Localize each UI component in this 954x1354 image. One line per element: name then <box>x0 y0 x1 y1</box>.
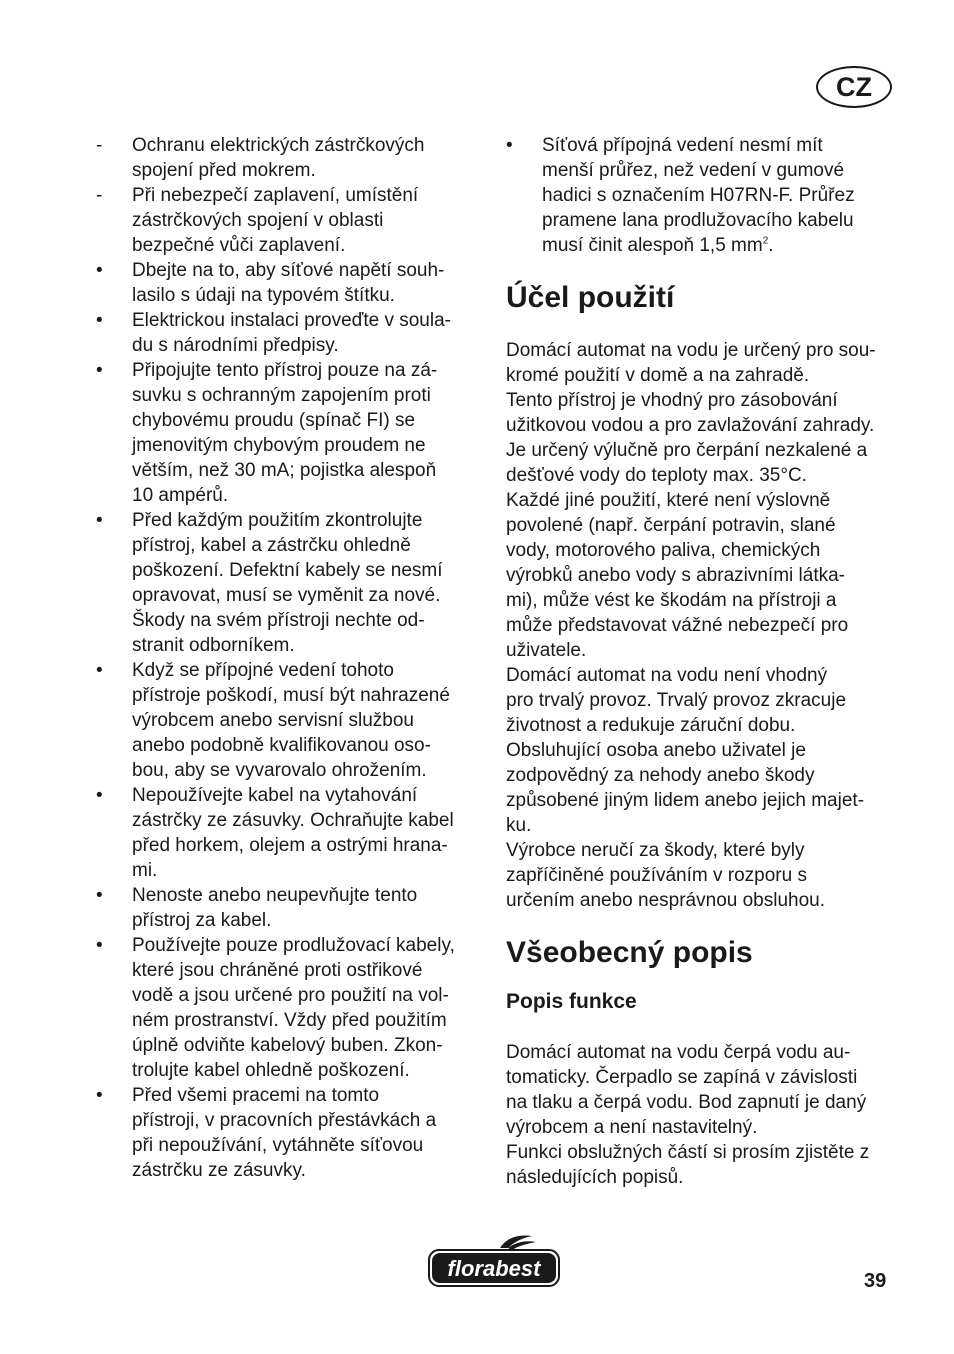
list-item <box>96 783 486 883</box>
list-item <box>96 883 486 933</box>
list-item-text: Elektrickou instalaci proveďte v soula- du s národními předpisy. <box>132 310 451 356</box>
subheading-function: Popis funkce <box>506 990 637 1013</box>
list-item <box>96 183 486 258</box>
list-item-text: Ochranu elektrických zástrčkových spojení před mokrem. <box>132 135 425 181</box>
list-item <box>506 133 896 258</box>
section-heading-description: Všeobecný popis <box>506 936 753 969</box>
page-number: 39 <box>864 1270 887 1292</box>
safety-list <box>96 133 486 1183</box>
bullet-mark: - <box>96 185 103 206</box>
list-item <box>96 1083 486 1183</box>
list-item <box>96 658 486 783</box>
function-paragraph: Domácí automat na vodu čerpá vodu au- tomaticky. Čerpadlo se zapíná v závislosti na tlaku a čerpá vodu. Bod zapnutí je daný výrobcem a není nastavitelný. Funkci obslužných částí si prosím zjistěte z následujících popisů. <box>506 1042 870 1188</box>
cable-requirement-list <box>506 133 896 258</box>
list-item <box>96 308 486 358</box>
sentence-end: . <box>768 235 774 256</box>
right-column <box>506 133 896 1190</box>
list-item <box>96 933 486 1083</box>
bullet-mark: • <box>96 310 103 331</box>
list-item-text: Před každým použitím zkontrolujte přístroj, kabel a zástrčku ohledně poškození. Defektní kabely se nesmí opravovat, musí se vyměnit za nové. Škody na svém přístroji nechte od- stranit odborníkem. <box>132 510 443 656</box>
list-item <box>96 358 486 508</box>
list-item-text: Při nebezpečí zaplavení, umístění zástrčkových spojení v oblasti bezpečné vůči zaplavení. <box>132 185 419 256</box>
bullet-mark: • <box>96 260 103 281</box>
florabest-logo <box>426 1234 562 1290</box>
logo-text: florabest <box>447 1256 541 1281</box>
purpose-paragraph: Domácí automat na vodu je určený pro sou- kromé použití v domě a na zahradě. Tento přístroj je vhodný pro zásobování užitkovou vodou a pro zavlažování zahrady. Je určený výlučně pro čerpání nezkalené a dešťové vody do teploty max. 35°C. Každé jiné použití, které není výslovně povolené (např. čerpání potravin, slané vody, motorového paliva, chemických výrobků anebo vody s abrazivními látka- mi), může vést ke škodám na přístroji a může představovat vážné nebezpečí pro uživatele. Domácí automat na vodu není vhodný pro trvalý provoz. Trvalý provoz zkracuje životnost a redukuje záruční dobu. Obsluhující osoba anebo uživatel je zodpovědný za nehody anebo škody způsobené jiným lidem anebo jejich majet- ku. Výrobce neručí za škody, které byly zapříčiněné používáním v rozporu s určením anebo nesprávnou obsluhou. <box>506 340 876 911</box>
bullet-mark: • <box>96 885 103 906</box>
section-heading-purpose: Účel použití <box>506 281 675 314</box>
list-item-text: Před všemi pracemi na tomto přístroji, v pracovních přestávkách a při nepoužívání, vytáhněte síťovou zástrčku ze zásuvky. <box>132 1085 437 1181</box>
list-item-text: Nenoste anebo neupevňujte tento přístroj za kabel. <box>132 885 418 931</box>
bullet-mark: • <box>96 785 103 806</box>
bullet-mark: • <box>96 360 103 381</box>
list-item-text: Nepoužívejte kabel na vytahování zástrčky ze zásuvky. Ochraňujte kabel před horkem, olejem a ostrými hrana- mi. <box>132 785 454 881</box>
list-item-text: Připojujte tento přístroj pouze na zá- suvku s ochranným zapojením proti chybovému proudu (spínač FI) se jmenovitým chybovým proudem ne větším, než 30 mA; pojistka alespoň 10 ampérů. <box>132 360 438 506</box>
bullet-mark: • <box>96 660 103 681</box>
bullet-mark: • <box>96 1085 103 1106</box>
bullet-mark: • <box>506 135 513 156</box>
language-badge: CZ <box>816 66 892 108</box>
bullet-mark: • <box>96 935 103 956</box>
bullet-mark: - <box>96 135 103 156</box>
list-item <box>96 258 486 308</box>
list-item-text: Dbejte na to, aby síťové napětí souh- lasilo s údaji na typovém štítku. <box>132 260 445 306</box>
list-item <box>96 508 486 658</box>
list-item-text: Používejte pouze prodlužovací kabely, které jsou chráněné proti ostřikové vodě a jsou určené pro použití na vol- ném prostranství. Vždy před použitím úplně odviňte kabelový buben. Zkon- trolujte kabel ohledně poškození. <box>132 935 455 1081</box>
left-column <box>96 133 486 1183</box>
list-item-text: Když se přípojné vedení tohoto přístroje poškodí, musí být nahrazené výrobcem anebo servisní službou anebo podobně kvalifikovanou oso- bou, aby se vyvarovalo ohrožením. <box>132 660 450 781</box>
bullet-mark: • <box>96 510 103 531</box>
list-item <box>96 133 486 183</box>
superscript: 2 <box>762 235 769 247</box>
cable-requirement-text: Síťová přípojná vedení nesmí mít menší průřez, než vedení v gumové hadici s označením H07RN-F. Průřez pramene lana prodlužovacího kabelu musí činit alespoň 1,5 mm <box>542 135 855 256</box>
